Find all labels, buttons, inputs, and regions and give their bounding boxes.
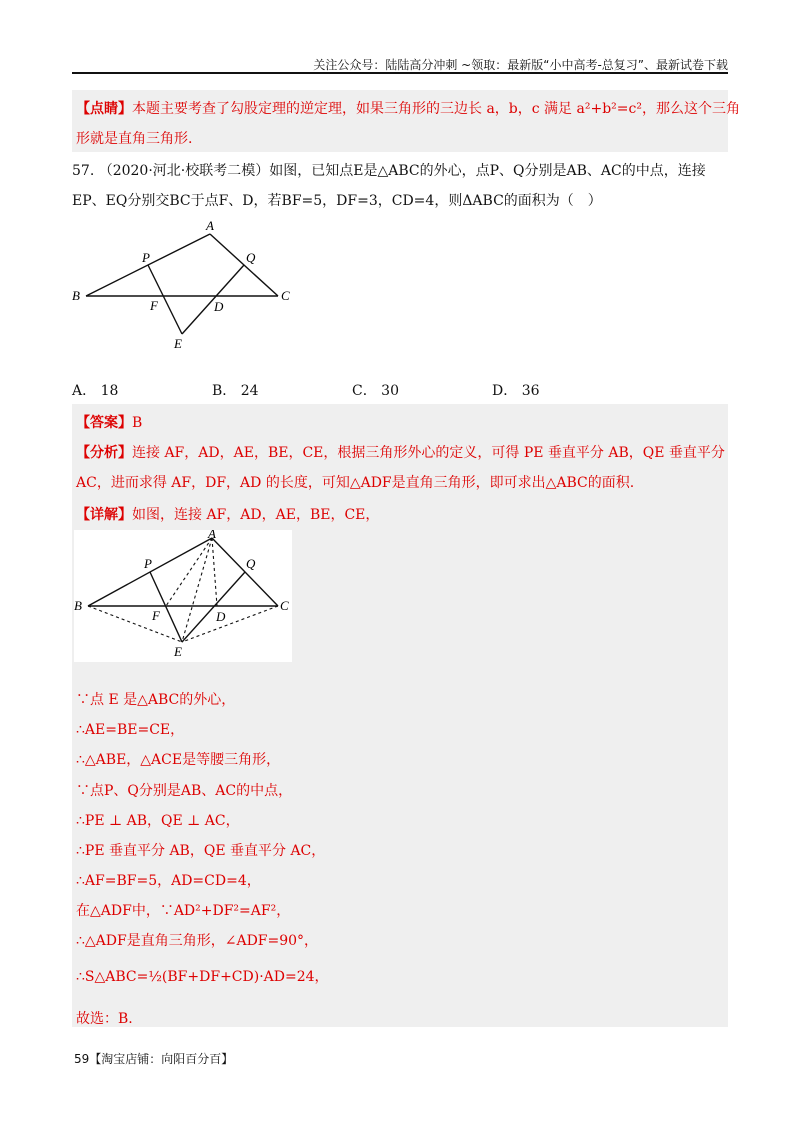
analysis-line-2: AC，进而求得 AF，DF，AD 的长度，可知△ADF是直角三角形，即可求出△ABC的面积.	[76, 475, 635, 491]
option-d-label: D．	[492, 383, 518, 399]
label-f: F	[152, 608, 160, 623]
step-4: ∵点P、Q分别是AB、AC的中点，	[76, 783, 293, 799]
label-q: Q	[246, 250, 256, 265]
label-c: C	[281, 288, 290, 303]
question-figure	[72, 214, 302, 356]
step-7: ∴AF=BF=5，AD=CD=4，	[76, 873, 261, 889]
question-line-2: EP、EQ分别交BC于点F、D，若BF=5，DF=3，CD=4，则ΔABC的面积为（ ）	[72, 193, 602, 209]
step-6: ∴PE 垂直平分 AB，QE 垂直平分 AC，	[76, 843, 326, 859]
answer-label: 【答案】	[76, 415, 132, 431]
answer-line	[76, 412, 142, 432]
step-2: ∴AE=BE=CE，	[76, 722, 185, 738]
label-a: A	[206, 218, 214, 233]
step-3: ∴△ABE，△ACE是等腰三角形，	[76, 752, 281, 768]
page-header: 关注公众号：陆陆高分冲刺 ~领取：最新版“小中高考-总复习”、最新试卷下载	[313, 58, 728, 72]
option-b-label: B．	[212, 383, 237, 399]
question-line-1: 57. （2020·河北·校联考二模）如图，已知点E是△ABC的外心，点P、Q分别是AB、AC的中点，连接	[72, 163, 706, 179]
option-a-label: A．	[72, 383, 97, 399]
label-b: B	[74, 598, 82, 613]
page-footer: 59【淘宝店铺：向阳百分百】	[74, 1052, 234, 1066]
label-p: P	[144, 556, 152, 571]
step-11: 故选：B.	[76, 1011, 133, 1027]
label-a: A	[208, 530, 216, 541]
step-10: ∴S△ABC=½(BF+DF+CD)·AD=24，	[76, 969, 329, 985]
analysis-line-1	[76, 442, 725, 462]
detail-line	[76, 504, 379, 524]
label-f: F	[150, 298, 158, 313]
option-d-value: 36	[521, 383, 540, 399]
label-d: D	[214, 299, 224, 314]
header-rule	[72, 72, 728, 74]
step-8: 在△ADF中，∵AD²+DF²=AF²，	[76, 903, 291, 919]
tip-line-2: 形就是直角三角形.	[76, 131, 193, 147]
option-a-value: 18	[100, 383, 119, 399]
step-1: ∵点 E 是△ABC的外心，	[76, 692, 236, 708]
option-b[interactable]	[212, 380, 259, 400]
label-b: B	[72, 288, 80, 303]
analysis-text-1: 连接 AF，AD，AE，BE，CE，根据三角形外心的定义，可得 PE 垂直平分 AB，QE 垂直平分	[132, 445, 725, 461]
tip-box	[72, 90, 740, 152]
option-b-value: 24	[240, 383, 259, 399]
tip-label: 【点睛】	[76, 101, 132, 117]
label-e: E	[174, 336, 182, 351]
step-9: ∴△ADF是直角三角形，∠ADF=90°，	[76, 933, 319, 949]
label-q: Q	[246, 556, 256, 571]
detail-text: 如图，连接 AF，AD，AE，BE，CE，	[132, 507, 380, 523]
answer-value: B	[132, 415, 143, 431]
option-c[interactable]	[352, 380, 399, 400]
option-a[interactable]	[72, 380, 118, 400]
tip-text-1: 本题主要考查了勾股定理的逆定理，如果三角形的三边长 a，b，c 满足 a²+b²=c²，那么这个三角	[132, 101, 740, 117]
solution-box	[72, 404, 728, 1027]
option-c-label: C．	[352, 383, 377, 399]
solution-figure	[74, 530, 292, 662]
label-p: P	[142, 250, 150, 265]
analysis-label: 【分析】	[76, 445, 132, 461]
tip-line-1	[76, 98, 740, 118]
option-c-value: 30	[381, 383, 399, 399]
label-e: E	[174, 644, 182, 659]
option-d[interactable]	[492, 380, 540, 400]
label-c: C	[280, 598, 289, 613]
step-5: ∴PE ⊥ AB，QE ⊥ AC，	[76, 813, 240, 829]
label-d: D	[216, 609, 226, 624]
detail-label: 【详解】	[76, 507, 132, 523]
